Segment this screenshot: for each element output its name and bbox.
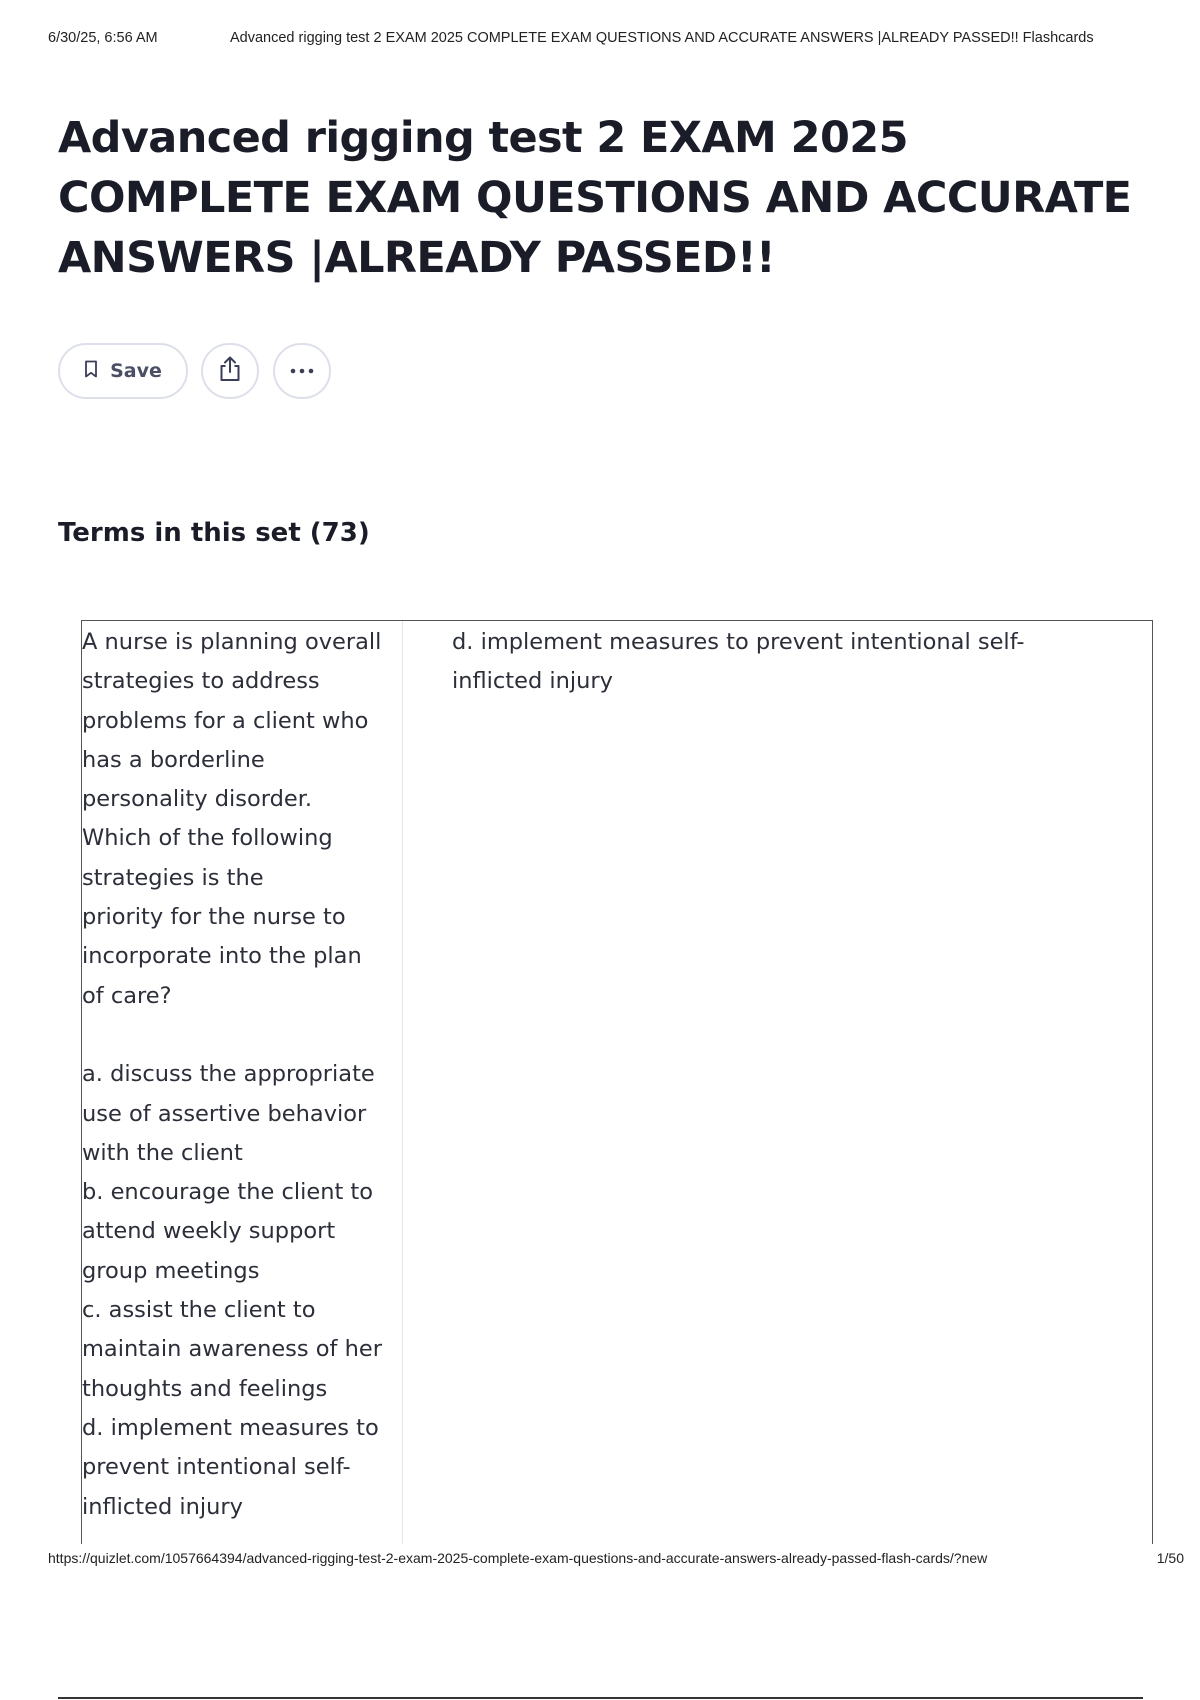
page-title: Advanced rigging test 2 EXAM 2025 COMPLETE EXAM QUESTIONS AND ACCURATE ANSWERS |ALREADY PASSED!! <box>58 113 1132 283</box>
print-document-title: Advanced rigging test 2 EXAM 2025 COMPLETE EXAM QUESTIONS AND ACCURATE ANSWERS |ALREADY PASSED!! Flashcards <box>230 30 1094 46</box>
page-indicator: 1/50 <box>1156 1550 1184 1566</box>
print-url: https://quizlet.com/1057664394/advanced-rigging-test-2-exam-2025-complete-exam-questions-and-accurate-answers-already-passed-flash-cards/?new <box>48 1550 988 1566</box>
term-text: A nurse is planning overall strategies to address problems for a client who has a borderline personality disorder. Which of the following strategies is the priority for the nurse to incorporate into the plan of care? a. discuss the appropriate use of assertive behavior with the client b. encourage the client to attend weekly support group meetings c. assist the client to maintain awareness of her thoughts and feelings d. implement measures to prevent intentional self- inflicted injury <box>82 629 382 1520</box>
print-footer <box>48 1550 1186 1570</box>
save-button[interactable] <box>58 343 188 399</box>
share-button[interactable] <box>201 343 259 399</box>
definition-column <box>452 621 1052 702</box>
more-options-button[interactable] <box>273 343 331 399</box>
term-column <box>82 621 403 1544</box>
divider <box>58 1697 1143 1699</box>
share-icon <box>217 355 243 388</box>
definition-text: d. implement measures to prevent intentional self- inflicted injury <box>452 629 1025 695</box>
terms-heading: Terms in this set (73) <box>58 518 370 548</box>
term-card <box>81 620 1153 1544</box>
print-datetime: 6/30/25, 6:56 AM <box>48 30 158 46</box>
save-button-label: Save <box>110 360 162 382</box>
more-icon <box>288 362 316 380</box>
print-header <box>48 30 1186 50</box>
bookmark-icon <box>84 360 98 383</box>
